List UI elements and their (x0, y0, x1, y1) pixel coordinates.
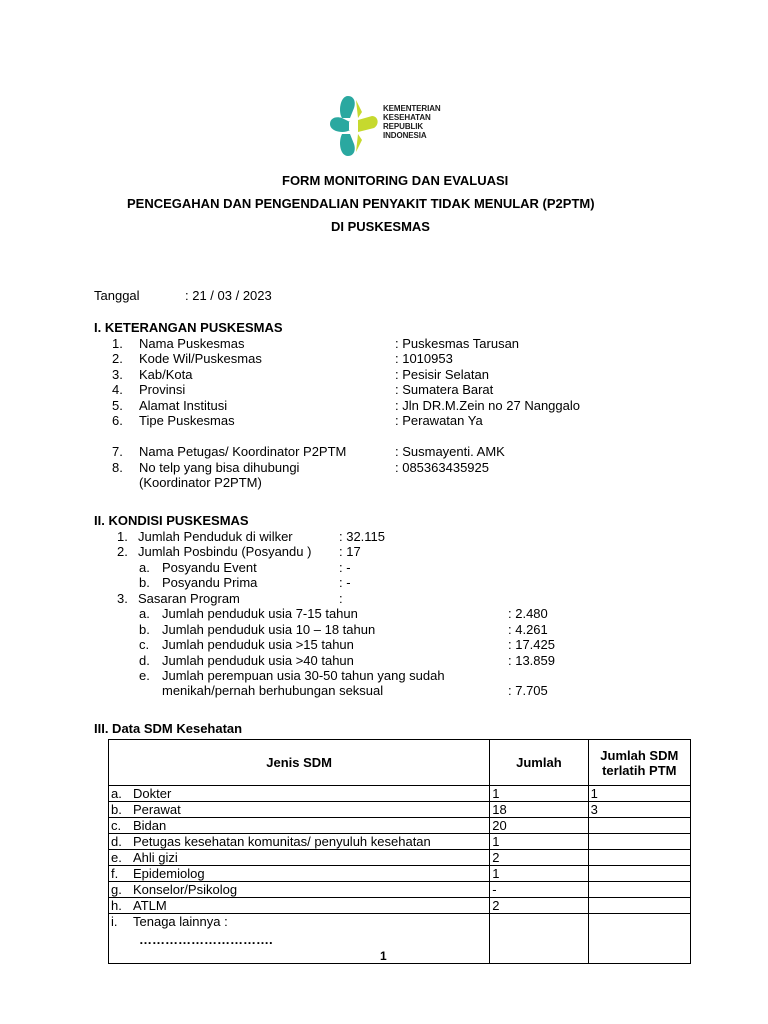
date-value: : 21 / 03 / 2023 (185, 288, 272, 303)
row-terlatih (588, 818, 690, 834)
table-row (109, 898, 691, 914)
row-name: ATLM (133, 898, 167, 913)
row-jumlah: 18 (490, 802, 588, 818)
table-row (109, 786, 691, 802)
logo-line: KEMENTERIAN (383, 104, 441, 113)
kemenkes-logo (328, 94, 458, 158)
section-1-heading: I. KETERANGAN PUSKESMAS (94, 320, 283, 335)
row-terlatih (588, 914, 690, 964)
item-num: 8. (112, 460, 123, 475)
item-value: : Susmayenti. AMK (395, 444, 505, 459)
row-terlatih (588, 850, 690, 866)
item-num: b. (139, 575, 150, 590)
logo-line: KESEHATAN (383, 113, 431, 122)
row-jumlah: - (490, 882, 588, 898)
row-terlatih: 3 (588, 802, 690, 818)
row-name: Dokter (133, 786, 172, 801)
item-value: : 1010953 (395, 351, 453, 366)
item-value: : 13.859 (508, 653, 555, 668)
row-terlatih (588, 882, 690, 898)
item-label: Sasaran Program (138, 591, 240, 606)
header-terlatih: Jumlah SDM terlatih PTM (588, 740, 690, 786)
item-value: : 7.705 (508, 683, 548, 698)
item-label: Jumlah penduduk usia 7-15 tahun (162, 606, 358, 621)
table-row (109, 850, 691, 866)
item-label: Posyandu Prima (162, 575, 258, 590)
row-index: h. (111, 898, 122, 913)
item-num: 1. (112, 336, 123, 351)
item-value: : 17 (339, 544, 361, 559)
section-2-heading: II. KONDISI PUSKESMAS (94, 513, 249, 528)
item-value: : 085363435925 (395, 460, 489, 475)
item-value: : - (339, 560, 351, 575)
row-index: e. (111, 850, 122, 865)
row-name: Bidan (133, 818, 167, 833)
item-label: Nama Petugas/ Koordinator P2PTM (139, 444, 347, 459)
item-value: : 2.480 (508, 606, 548, 621)
item-label: Provinsi (139, 382, 186, 397)
item-num: 2. (117, 544, 128, 559)
table-row-last (109, 914, 691, 964)
item-label: Jumlah Penduduk di wilker (138, 529, 293, 544)
item-num: 3. (117, 591, 128, 606)
item-value: : Sumatera Barat (395, 382, 494, 397)
row-index: b. (111, 802, 122, 817)
row-jumlah: 20 (490, 818, 588, 834)
item-num: a. (139, 560, 150, 575)
row-jumlah: 1 (490, 786, 588, 802)
row-terlatih (588, 834, 690, 850)
row-jumlah: 1 (490, 866, 588, 882)
item-label: No telp yang bisa dihubungi (139, 460, 300, 475)
title-line-3: DI PUSKESMAS (331, 219, 430, 234)
table-row (109, 818, 691, 834)
sdm-table (108, 739, 691, 964)
item-value: : Pesisir Selatan (395, 367, 489, 382)
row-index: i. (111, 914, 118, 929)
item-num: 3. (112, 367, 123, 382)
item-label: Jumlah penduduk usia 10 – 18 tahun (162, 622, 376, 637)
item-value: : (339, 591, 343, 606)
item-label: Nama Puskesmas (139, 336, 245, 351)
row-jumlah: 2 (490, 898, 588, 914)
page-number: 1 (380, 949, 387, 963)
row-name: Ahli gizi (133, 850, 178, 865)
table-row (109, 834, 691, 850)
item-value: : 4.261 (508, 622, 548, 637)
item-value: : - (339, 575, 351, 590)
item-num: 4. (112, 382, 123, 397)
item-num: 1. (117, 529, 128, 544)
item-value: : Jln DR.M.Zein no 27 Nanggalo (395, 398, 580, 413)
item-num: 5. (112, 398, 123, 413)
row-terlatih (588, 898, 690, 914)
item-num: c. (139, 637, 150, 652)
title-line-1: FORM MONITORING DAN EVALUASI (282, 173, 509, 188)
item-label-cont: menikah/pernah berhubungan seksual (162, 683, 384, 698)
header-jenis-sdm: Jenis SDM (109, 740, 490, 786)
row-jumlah (490, 914, 588, 964)
item-label: Kab/Kota (139, 367, 193, 382)
table-row (109, 882, 691, 898)
row-jumlah: 2 (490, 850, 588, 866)
item-num: 2. (112, 351, 123, 366)
row-jumlah: 1 (490, 834, 588, 850)
item-label: Kode Wil/Puskesmas (139, 351, 262, 366)
row-name: Tenaga lainnya : (133, 914, 228, 929)
row-index: g. (111, 882, 122, 897)
item-label: Jumlah perempuan usia 30-50 tahun yang sudah (162, 668, 445, 683)
item-value: : 17.425 (508, 637, 555, 652)
item-num: b. (139, 622, 150, 637)
item-label: Jumlah penduduk usia >40 tahun (162, 653, 354, 668)
item-value: : Puskesmas Tarusan (395, 336, 520, 351)
table-header-row (109, 740, 691, 786)
item-value: : 32.115 (339, 529, 386, 544)
section-3-heading: III. Data SDM Kesehatan (94, 721, 243, 736)
row-index: f. (111, 866, 119, 881)
date-label: Tanggal (94, 288, 140, 303)
table-row (109, 802, 691, 818)
item-label: Alamat Institusi (139, 398, 228, 413)
header-jumlah: Jumlah (490, 740, 588, 786)
logo-line: REPUBLIK (383, 122, 424, 131)
item-label-cont: (Koordinator P2PTM) (139, 475, 262, 490)
item-label: Jumlah penduduk usia >15 tahun (162, 637, 354, 652)
row-index: a. (111, 786, 122, 801)
kemenkes-emblem-icon (328, 94, 380, 158)
row-terlatih (588, 866, 690, 882)
logo-line: INDONESIA (383, 131, 427, 140)
item-num: a. (139, 606, 150, 621)
table-row (109, 866, 691, 882)
item-num: e. (139, 668, 150, 683)
item-value: : Perawatan Ya (395, 413, 483, 428)
row-name: Perawat (133, 802, 181, 817)
row-terlatih: 1 (588, 786, 690, 802)
logo-text (383, 104, 441, 140)
row-name: Epidemiolog (133, 866, 205, 881)
row-dots: …………………………. (139, 932, 273, 947)
row-index: d. (111, 834, 122, 849)
row-name: Konselor/Psikolog (133, 882, 238, 897)
item-label: Posyandu Event (162, 560, 257, 575)
item-num: 7. (112, 444, 123, 459)
title-line-2: PENCEGAHAN DAN PENGENDALIAN PENYAKIT TIDAK MENULAR (P2PTM) (127, 196, 595, 211)
item-label: Jumlah Posbindu (Posyandu ) (138, 544, 312, 559)
row-name: Petugas kesehatan komunitas/ penyuluh kesehatan (133, 834, 431, 849)
item-num: d. (139, 653, 150, 668)
item-label: Tipe Puskesmas (139, 413, 235, 428)
row-index: c. (111, 818, 122, 833)
item-num: 6. (112, 413, 123, 428)
